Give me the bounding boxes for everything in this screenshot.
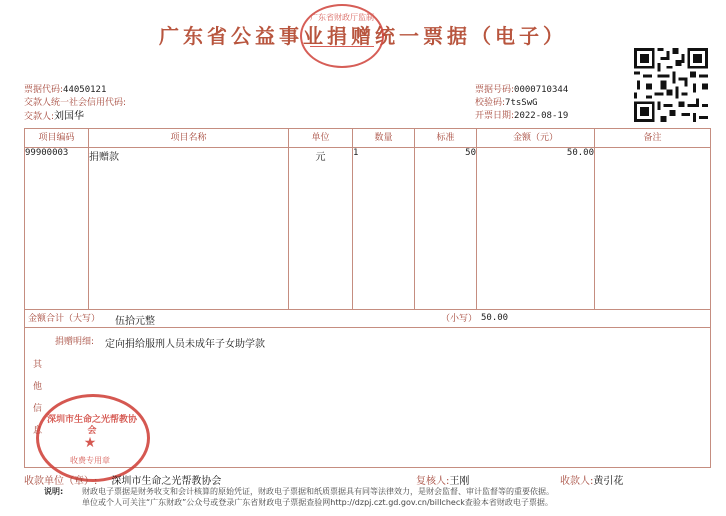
qr-code-icon: [632, 48, 710, 122]
bill-code-row: [24, 84, 126, 97]
seal-star-icon: ★: [83, 435, 97, 451]
item-remark-cell: [595, 148, 711, 310]
note-line-2: 单位或个人可关注“广东财政”公众号或登录广东省财政电子票据查验网http://dzpj.czt.gd.gov.cn/billcheck查验本省财政电子票据。: [82, 498, 553, 507]
bill-number-row: [475, 84, 568, 97]
other-info-char: 其: [33, 360, 43, 370]
table-row: [25, 148, 711, 310]
item-qty-cell: 1: [353, 148, 415, 310]
payer-label: 交款人:: [24, 112, 55, 122]
column-header: 备注: [595, 129, 711, 148]
bill-number-value: 0000710344: [514, 85, 569, 95]
column-header: 数量: [353, 129, 415, 148]
total-lower-label: （小写）: [441, 314, 478, 324]
item-code-cell: 99900003: [25, 148, 89, 310]
payer-value: 刘国华: [54, 111, 85, 122]
unit-value: 深圳市生命之光帮教协会: [111, 476, 222, 487]
collector-value: 黄引花: [593, 476, 624, 487]
seal-subtext: 收费专用章: [70, 456, 110, 465]
column-header: 项目编码: [25, 129, 89, 148]
item-amount-cell: 50.00: [477, 148, 595, 310]
organization-seal: [36, 394, 150, 482]
column-header: 金额（元）: [477, 129, 595, 148]
collector-label: 收款人:: [560, 476, 594, 487]
seal-inner-line: [310, 46, 374, 47]
check-code-value: 7tsSwG: [505, 98, 538, 108]
footer-reviewer: [416, 472, 469, 487]
header-left: [24, 84, 126, 124]
seal-text: 广东省财政厅监制: [310, 13, 374, 22]
detail-label: 捐赠明细:: [55, 337, 95, 347]
seal-org-name: 深圳市生命之光帮教协会: [47, 415, 138, 436]
issue-date-label: 开票日期:: [475, 111, 515, 121]
footer-collector: [560, 472, 623, 487]
total-lower-value: 50.00: [481, 313, 509, 323]
column-header: 单位: [289, 129, 353, 148]
reviewer-label: 复核人:: [416, 476, 450, 487]
footer-unit: [24, 472, 221, 487]
header-right: [475, 84, 568, 123]
total-upper-value: 伍拾元整: [115, 316, 155, 327]
note-line-1: 财政电子票据是财务收支和会计核算的原始凭证，财政电子票据和纸质票据具有同等法律效力，是财会监督、审计监督等的重要依据。: [82, 487, 554, 496]
bill-number-label: 票据号码:: [475, 85, 515, 95]
bill-code-value: 44050121: [63, 85, 107, 95]
item-name-cell: 捐赠款: [89, 148, 289, 310]
column-header: 项目名称: [89, 129, 289, 148]
other-info-char: 息: [33, 426, 43, 436]
finance-dept-seal: [300, 4, 384, 68]
total-upper-label: 金额合计（大写）: [28, 314, 101, 324]
check-code-row: [475, 97, 568, 110]
issue-date-row: [475, 110, 568, 123]
bill-code-label: 票据代码:: [24, 85, 64, 95]
check-code-label: 校验码:: [475, 98, 506, 108]
item-unit-cell: 元: [289, 148, 353, 310]
other-info-char: 信: [33, 404, 43, 414]
payer-row: [24, 110, 126, 124]
column-header: 标准: [415, 129, 477, 148]
total-row: [25, 310, 711, 328]
issue-date-value: 2022-08-19: [514, 111, 569, 121]
other-info-char: 他: [33, 382, 43, 392]
reviewer-value: 王刚: [449, 476, 470, 487]
credit-code-row: [24, 97, 126, 110]
document-title: 广东省公益事业捐赠统一票据（电子）: [159, 24, 567, 48]
unit-label: 收款单位（章）:: [24, 476, 98, 487]
total-cell: [25, 310, 711, 328]
note-label: 说明:: [44, 487, 64, 496]
item-standard-cell: 50: [415, 148, 477, 310]
credit-code-label: 交款人统一社会信用代码:: [24, 98, 127, 108]
detail-value: 定向捐给服刑人员未成年子女助学款: [105, 339, 265, 350]
table-header-row: [25, 129, 711, 148]
